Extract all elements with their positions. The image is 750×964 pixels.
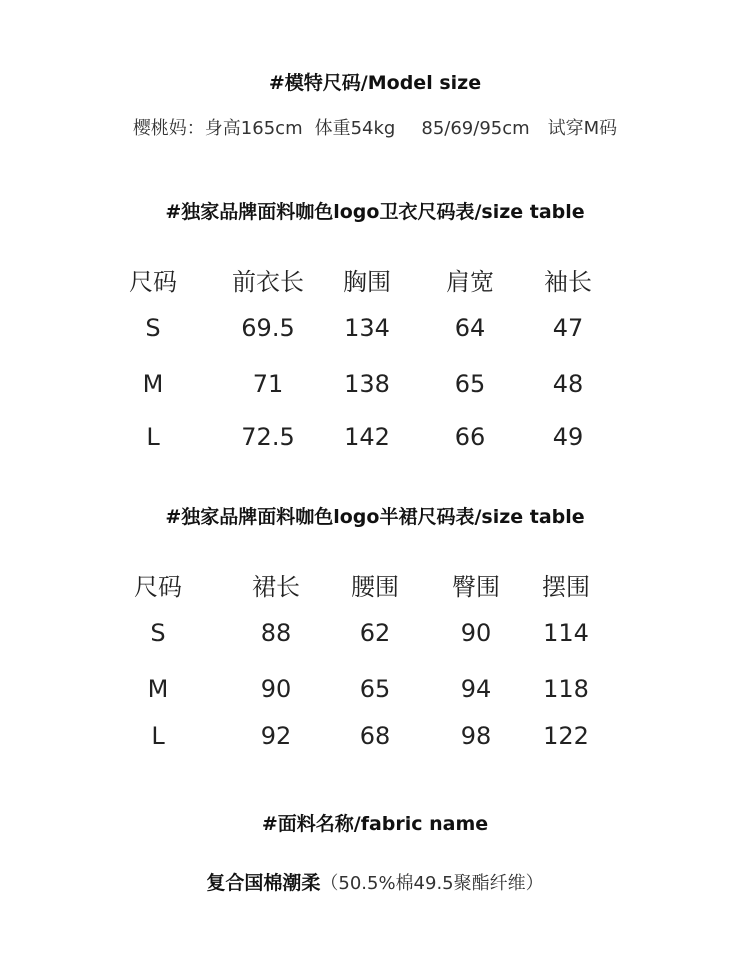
table-cell: 71 xyxy=(252,370,284,398)
table-cell: 65 xyxy=(454,370,486,398)
model-size-heading: #模特尺码/Model size xyxy=(268,72,482,94)
top-size-table-heading: #独家品牌面料咖色logo卫衣尺码表/size table xyxy=(165,201,585,223)
model-height: 樱桃妈：身高165cm xyxy=(132,118,303,139)
fabric-heading: #面料名称/fabric name xyxy=(261,813,489,835)
table-cell: M xyxy=(147,675,169,703)
skirt-header-waist: 腰围 xyxy=(351,573,399,601)
table-cell: S xyxy=(145,314,161,342)
table-cell: 98 xyxy=(460,722,492,750)
fabric-info-line xyxy=(0,868,750,895)
table-cell: 90 xyxy=(460,619,492,647)
table-cell: 69.5 xyxy=(241,314,295,342)
table-cell: 68 xyxy=(359,722,391,750)
table-cell: 49 xyxy=(552,423,584,451)
table-cell: 62 xyxy=(359,619,391,647)
table-cell: 65 xyxy=(359,675,391,703)
table-cell: 47 xyxy=(552,314,584,342)
fabric-composition: （50.5%棉49.5聚酯纤维） xyxy=(320,873,544,894)
table-cell: 94 xyxy=(460,675,492,703)
model-try-on-size: 试穿M码 xyxy=(547,118,618,139)
table-cell: 138 xyxy=(344,370,390,398)
table-cell: 134 xyxy=(344,314,390,342)
table-cell: L xyxy=(151,722,165,750)
table-cell: 92 xyxy=(260,722,292,750)
table-cell: 118 xyxy=(543,675,589,703)
table-cell: 88 xyxy=(260,619,292,647)
top-header-length: 前衣长 xyxy=(232,268,304,296)
model-weight: 体重54kg xyxy=(314,118,396,139)
table-cell: 122 xyxy=(543,722,589,750)
fabric-name: 复合国棉潮柔 xyxy=(206,872,321,894)
table-cell: 64 xyxy=(454,314,486,342)
table-cell: 90 xyxy=(260,675,292,703)
table-cell: S xyxy=(150,619,166,647)
table-cell: 66 xyxy=(454,423,486,451)
table-cell: 114 xyxy=(543,619,589,647)
model-measurements: 85/69/95cm xyxy=(421,118,530,139)
skirt-size-table xyxy=(0,567,750,767)
skirt-header-length: 裙长 xyxy=(252,573,300,601)
table-cell: 72.5 xyxy=(241,423,295,451)
skirt-size-table-heading: #独家品牌面料咖色logo半裙尺码表/size table xyxy=(165,506,585,528)
top-header-sleeve: 袖长 xyxy=(544,268,592,296)
model-info-line xyxy=(0,114,750,140)
table-cell: 142 xyxy=(344,423,390,451)
top-size-table xyxy=(0,262,750,462)
table-cell: 48 xyxy=(552,370,584,398)
skirt-header-hem: 摆围 xyxy=(542,573,590,601)
top-header-size: 尺码 xyxy=(129,268,177,296)
table-cell: L xyxy=(146,423,160,451)
skirt-header-size: 尺码 xyxy=(134,573,182,601)
skirt-header-hip: 臀围 xyxy=(452,573,500,601)
top-header-chest: 胸围 xyxy=(343,268,391,296)
top-header-shoulder: 肩宽 xyxy=(446,268,494,296)
table-cell: M xyxy=(142,370,164,398)
